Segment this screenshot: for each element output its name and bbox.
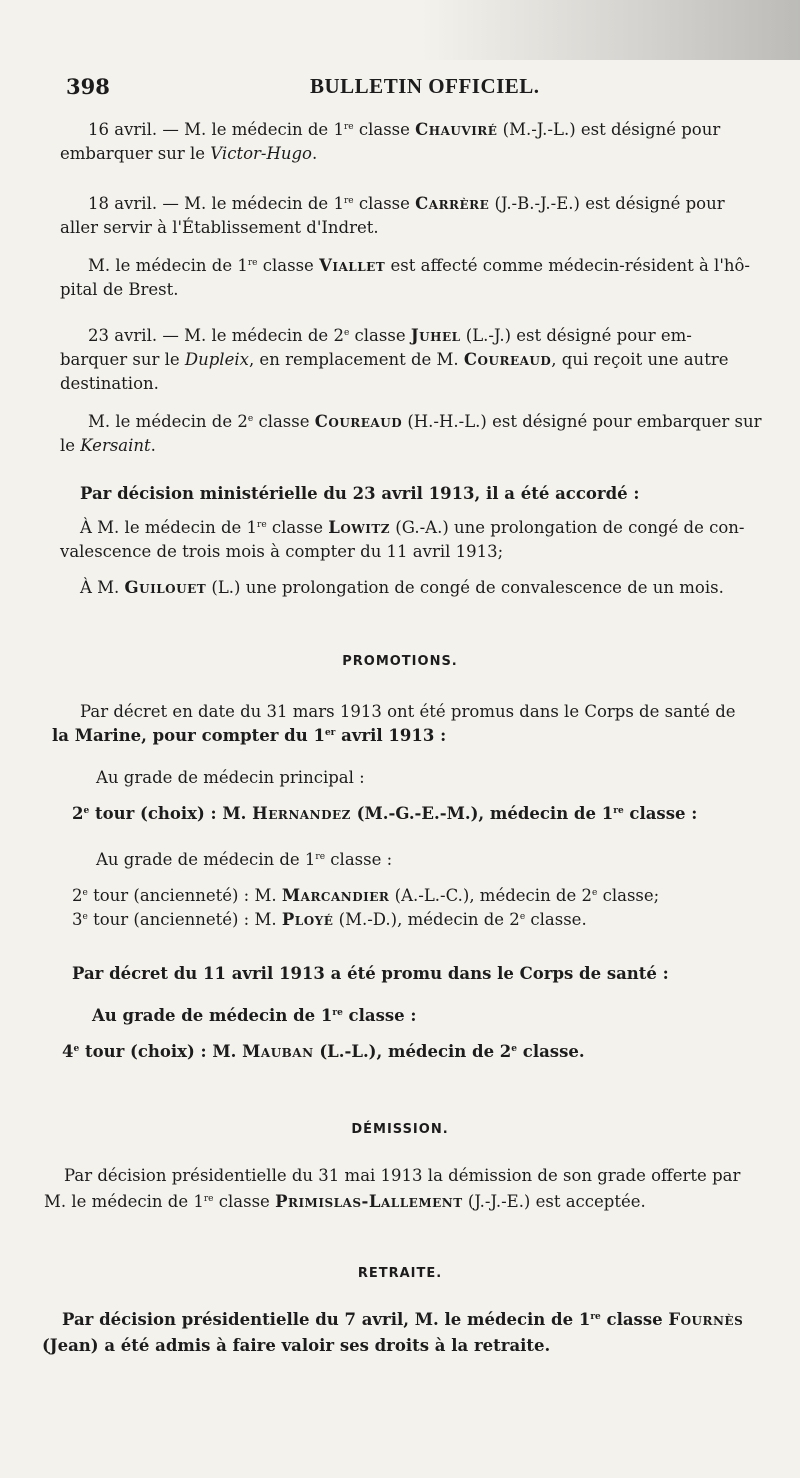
retraite-line1: Par décision présidentielle du 7 avril, M. le médecin de 1re classe Fournès — [62, 1310, 744, 1329]
entry-chauvire-line2: embarquer sur le Victor-Hugo. — [60, 144, 318, 163]
demission-line1: Par décision présidentielle du 31 mai 1913 la démission de son grade offerte par — [64, 1166, 741, 1185]
grade-medecin-principal: Au grade de médecin principal : — [96, 768, 365, 787]
promotions-intro-line1: Par décret en date du 31 mars 1913 ont été promus dans le Corps de santé de — [80, 702, 736, 721]
entry-coureaud-line2: le Kersaint. — [60, 436, 156, 455]
page-number: 398 — [66, 74, 110, 99]
entry-lowitz-line2: valescence de trois mois à compter du 11 avril 1913; — [60, 542, 504, 561]
entry-guilouet: À M. Guilouet (L.) une prolongation de congé de convalescence de un mois. — [80, 578, 724, 597]
promotion-mauban: 4e tour (choix) : M. Mauban (L.-L.), médecin de 2e classe. — [62, 1042, 585, 1061]
entry-carrere-line2: aller servir à l'Établissement d'Indret. — [60, 218, 379, 237]
entry-viallet-line1: M. le médecin de 1re classe Viallet est affecté comme médecin-résident à l'hô- — [88, 256, 750, 275]
promotion-hernandez: 2e tour (choix) : M. Hernandez (M.-G.-E.-M.), médecin de 1re classe : — [72, 804, 698, 823]
entry-juhel-line3: destination. — [60, 374, 159, 393]
entry-coureaud-line1: M. le médecin de 2e classe Coureaud (H.-H.-L.) est désigné pour embarquer sur — [88, 412, 762, 431]
retraite-heading: RETRAITE. — [357, 1266, 443, 1281]
entry-juhel-line2: barquer sur le Dupleix, en remplacement de M. Coureaud, qui reçoit une autre — [60, 350, 729, 369]
demission-line2: M. le médecin de 1re classe Primislas-Lallement (J.-J.-E.) est acceptée. — [44, 1192, 646, 1211]
entry-chauvire-line1: 16 avril. — M. le médecin de 1re classe Chauviré (M.-J.-L.) est désigné pour — [88, 120, 721, 139]
entry-lowitz-line1: À M. le médecin de 1re classe Lowitz (G.-A.) une prolongation de congé de con- — [80, 518, 745, 537]
entry-carrere-line1: 18 avril. — M. le médecin de 1re classe Carrère (J.-B.-J.-E.) est désigné pour — [88, 194, 725, 213]
promotions-intro-line2: la Marine, pour compter du 1er avril 1913 : — [52, 726, 447, 745]
decision-ministerielle: Par décision ministérielle du 23 avril 1913, il a été accordé : — [80, 484, 640, 503]
grade-medecin-1re-classe-2: Au grade de médecin de 1re classe : — [92, 1006, 417, 1025]
entry-viallet-line2: pital de Brest. — [60, 280, 179, 299]
demission-heading: DÉMISSION. — [351, 1122, 449, 1137]
promotion-ploye: 3e tour (ancienneté) : M. Ployé (M.-D.), médecin de 2e classe. — [72, 910, 587, 929]
scan-shading — [420, 0, 800, 60]
retraite-line2: (Jean) a été admis à faire valoir ses droits à la retraite. — [42, 1336, 551, 1355]
promotion-marcandier: 2e tour (ancienneté) : M. Marcandier (A.-L.-C.), médecin de 2e classe; — [72, 886, 660, 905]
decret-11-avril: Par décret du 11 avril 1913 a été promu dans le Corps de santé : — [72, 964, 669, 983]
promotions-heading: PROMOTIONS. — [342, 654, 458, 669]
grade-medecin-1re-classe: Au grade de médecin de 1re classe : — [96, 850, 393, 869]
running-header: BULLETIN OFFICIEL. — [310, 74, 540, 98]
entry-juhel-line1: 23 avril. — M. le médecin de 2e classe Juhel (L.-J.) est désigné pour em- — [88, 326, 692, 345]
